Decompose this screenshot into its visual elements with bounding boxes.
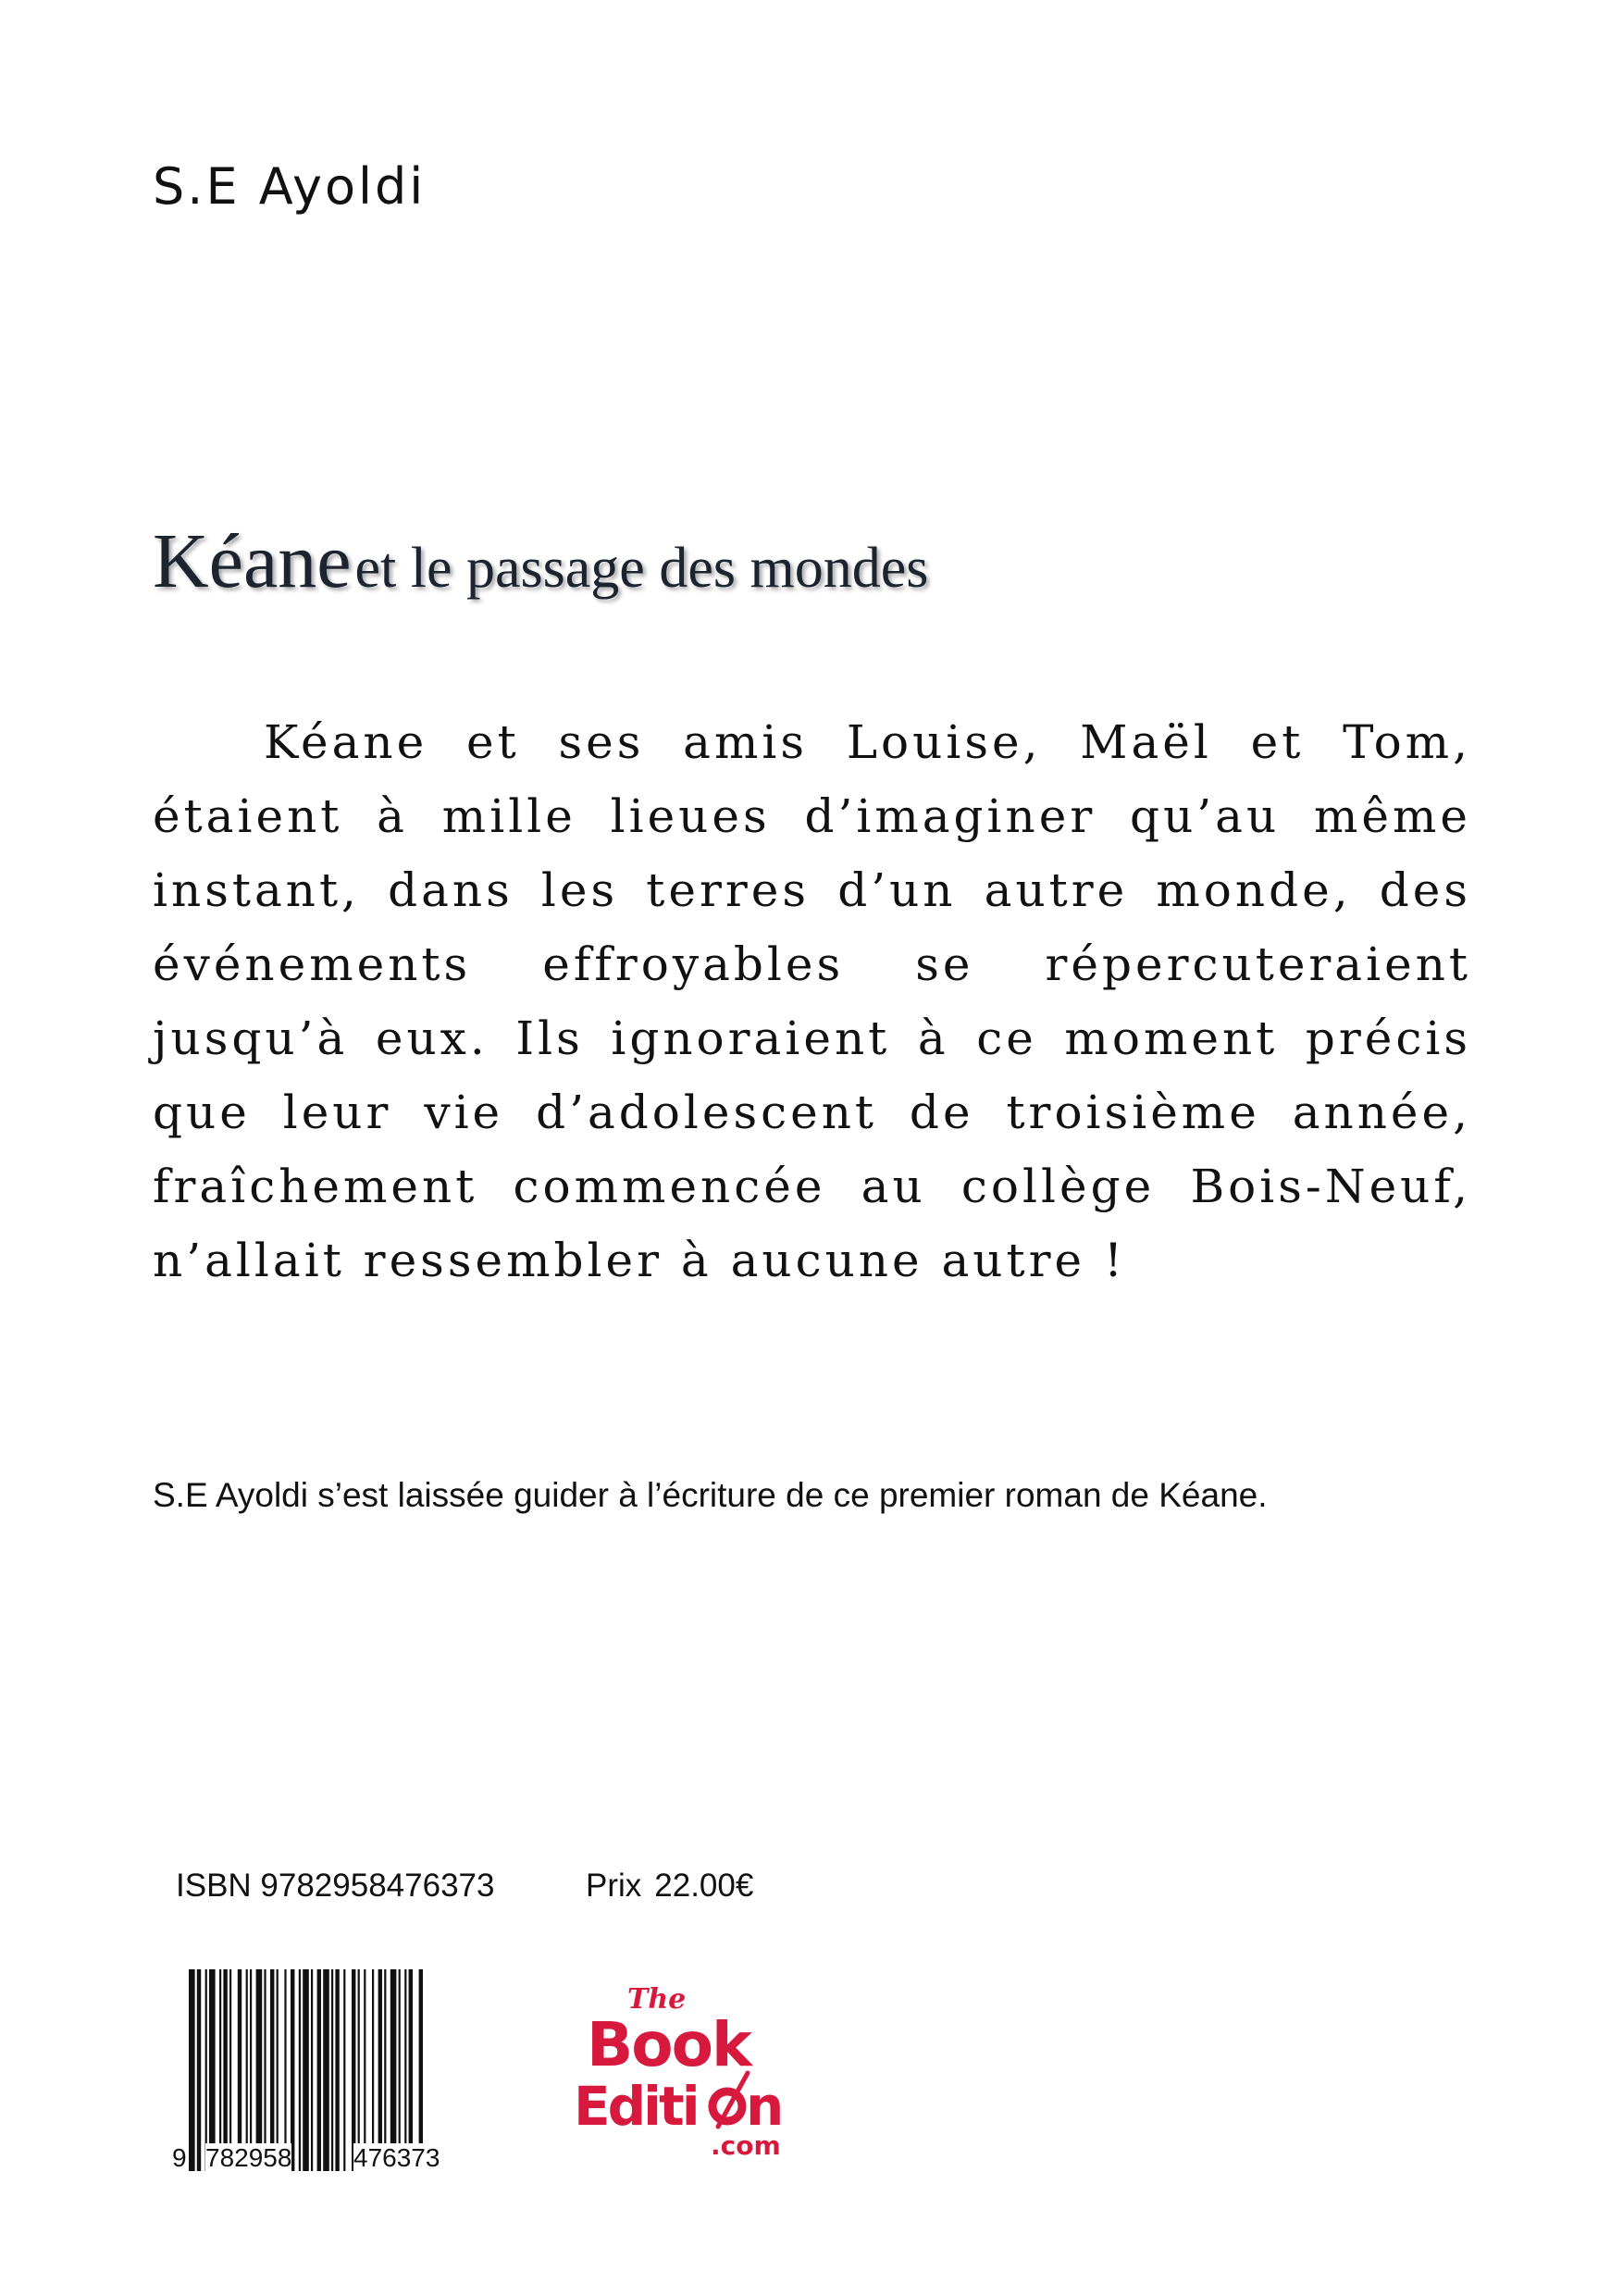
barcode-bar xyxy=(246,1969,248,2171)
barcode-bar xyxy=(223,1969,227,2171)
barcode-bar xyxy=(409,1969,413,2171)
barcode-group-left: 782958 xyxy=(205,2143,292,2172)
publisher-logo xyxy=(572,1969,794,2173)
barcode-group-right: 476373 xyxy=(353,2143,440,2172)
barcode-bar xyxy=(335,1969,339,2171)
barcode-bar xyxy=(399,1969,401,2171)
barcode-bar xyxy=(372,1969,374,2171)
barcode-bar xyxy=(229,1969,231,2171)
barcode-bar xyxy=(219,1969,221,2171)
barcode-digit-first: 9 xyxy=(172,2143,187,2172)
barcode-bar xyxy=(277,1969,279,2171)
barcode-bar xyxy=(364,1969,365,2171)
barcode-bar xyxy=(352,1969,355,2171)
barcode-bar xyxy=(238,1969,242,2171)
barcode-bar xyxy=(250,1969,252,2171)
barcode-bar xyxy=(209,1969,216,2171)
barcode-bar xyxy=(317,1969,321,2171)
price-value: 22.00€ xyxy=(654,1868,754,1904)
barcode-bar xyxy=(205,1969,207,2171)
author-name: S.E Ayoldi xyxy=(153,157,427,216)
logo-book: Book xyxy=(587,2009,750,2080)
price-label: Prix xyxy=(586,1868,642,1904)
barcode-bar xyxy=(284,1969,286,2171)
barcode-bar xyxy=(384,1969,386,2171)
barcode-bar xyxy=(404,1969,406,2171)
logo-the: The xyxy=(627,1983,687,2016)
barcode-bar xyxy=(256,1969,263,2171)
barcode-bar xyxy=(358,1969,360,2171)
barcode-bar xyxy=(291,1969,294,2171)
barcode-bar xyxy=(299,1969,301,2171)
barcode-bar xyxy=(331,1969,333,2171)
barcode-bar xyxy=(303,1969,309,2171)
isbn-label: ISBN 9782958476373 xyxy=(176,1868,495,1904)
barcode-bar xyxy=(189,1969,195,2171)
logo-edition-end: n xyxy=(746,2075,785,2138)
book-title xyxy=(153,516,928,606)
book-title-main: Kéane xyxy=(153,518,352,604)
barcode-bar xyxy=(311,1969,313,2171)
barcode-bar xyxy=(343,1969,345,2171)
logo-domain: .com xyxy=(711,2130,781,2161)
book-blurb: Kéane et ses amis Louise, Maël et Tom, étaient à mille lieues d’imaginer qu’au même instant, dans les terres d’un autre monde, des événements effroyables se répercuteraient jusqu’à eux. Ils ignoraient à ce moment précis que leur vie d’adolescent de troisième année, fraîchement commencée au collège Bois-Neuf, n’allait ressembler à aucune autre ! xyxy=(153,715,1471,1287)
barcode-bar xyxy=(378,1969,382,2171)
barcode-bar xyxy=(323,1969,329,2171)
price xyxy=(586,1868,753,1905)
barcode-bar xyxy=(197,1969,201,2171)
barcode-bar xyxy=(270,1969,274,2171)
book-title-rest: et le passage des mondes xyxy=(354,537,929,600)
barcode-bar xyxy=(264,1969,266,2171)
barcode-bar xyxy=(390,1969,397,2171)
publisher-logo-graphic xyxy=(572,1969,794,2173)
author-note: S.E Ayoldi s’est laissée guider à l’écriture de ce premier roman de Kéane. xyxy=(153,1476,1268,1514)
logo-edition: Editi xyxy=(574,2075,698,2138)
barcode-bar xyxy=(419,1969,423,2171)
